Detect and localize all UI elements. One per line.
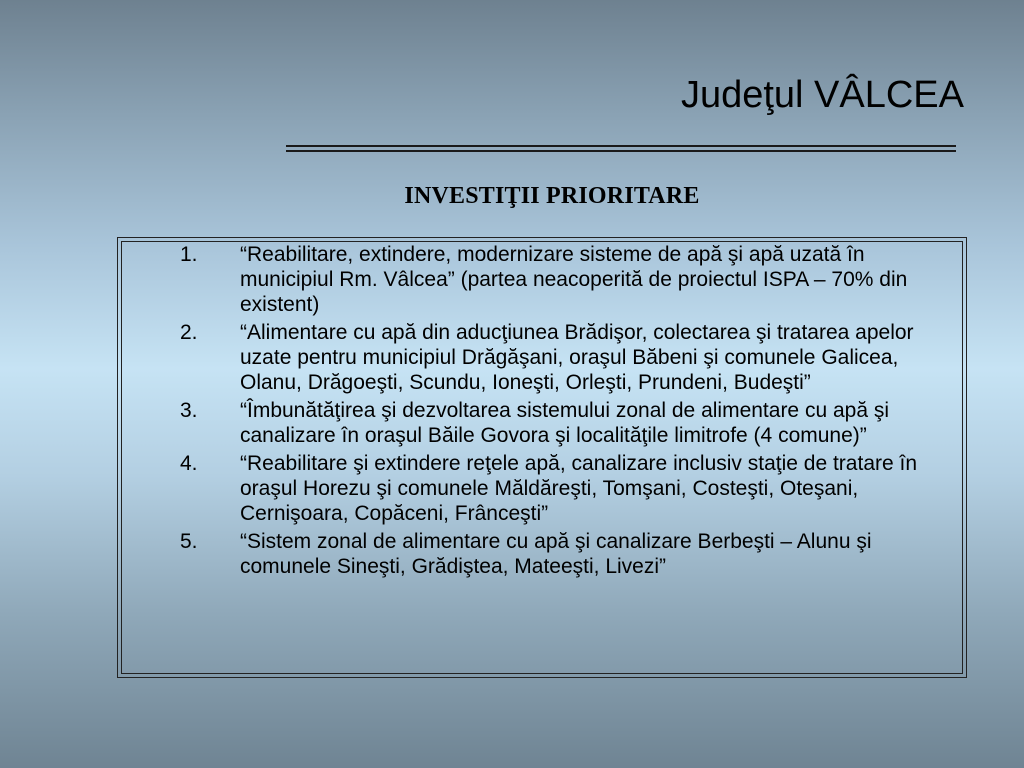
list-item <box>180 529 940 579</box>
list-item-text: “Alimentare cu apă din aducţiunea Brădişor, colectarea şi tratarea apelor uzate pentru municipiul Drăgăşani, oraşul Băbeni şi comunele Galicea, Olanu, Drăgoeşti, Scundu, Ioneşti, Orleşti, Prundeni, Budeşti” <box>240 321 914 394</box>
list-item-number: 5. <box>180 530 198 553</box>
list-item <box>180 398 940 448</box>
list-item-text: “Sistem zonal de alimentare cu apă şi canalizare Berbeşti – Alunu şi comunele Sineşti, Grădiştea, Mateeşti, Livezi” <box>240 530 872 578</box>
list-item-text: “Reabilitare, extindere, modernizare sisteme de apă şi apă uzată în municipiul Rm. Vâlcea” (partea neacoperită de proiectul ISPA – 70% din existent) <box>240 243 908 316</box>
list-item-number: 2. <box>180 321 198 344</box>
list-item-text: “Reabilitare şi extindere reţele apă, canalizare inclusiv staţie de tratare în oraşul Horezu şi comunele Măldăreşti, Tomşani, Costeşti, Oteşani, Cernişoara, Copăceni, Frânceşti” <box>240 452 918 525</box>
list-item-number: 1. <box>180 243 198 266</box>
list-item <box>180 320 940 395</box>
list-item-number: 4. <box>180 452 198 475</box>
section-heading: INVESTIŢII PRIORITARE <box>404 183 700 209</box>
list-item <box>180 242 940 317</box>
title-divider <box>286 145 956 152</box>
slide-title: Judeţul VÂLCEA <box>680 74 964 116</box>
list-item-text: “Îmbunătăţirea şi dezvoltarea sistemului zonal de alimentare cu apă şi canalizare în oraşul Băile Govora şi localităţile limitrofe (4 comune)” <box>240 399 890 447</box>
list-item-number: 3. <box>180 399 198 422</box>
list-item <box>180 451 940 526</box>
priority-investments-list <box>180 242 940 582</box>
